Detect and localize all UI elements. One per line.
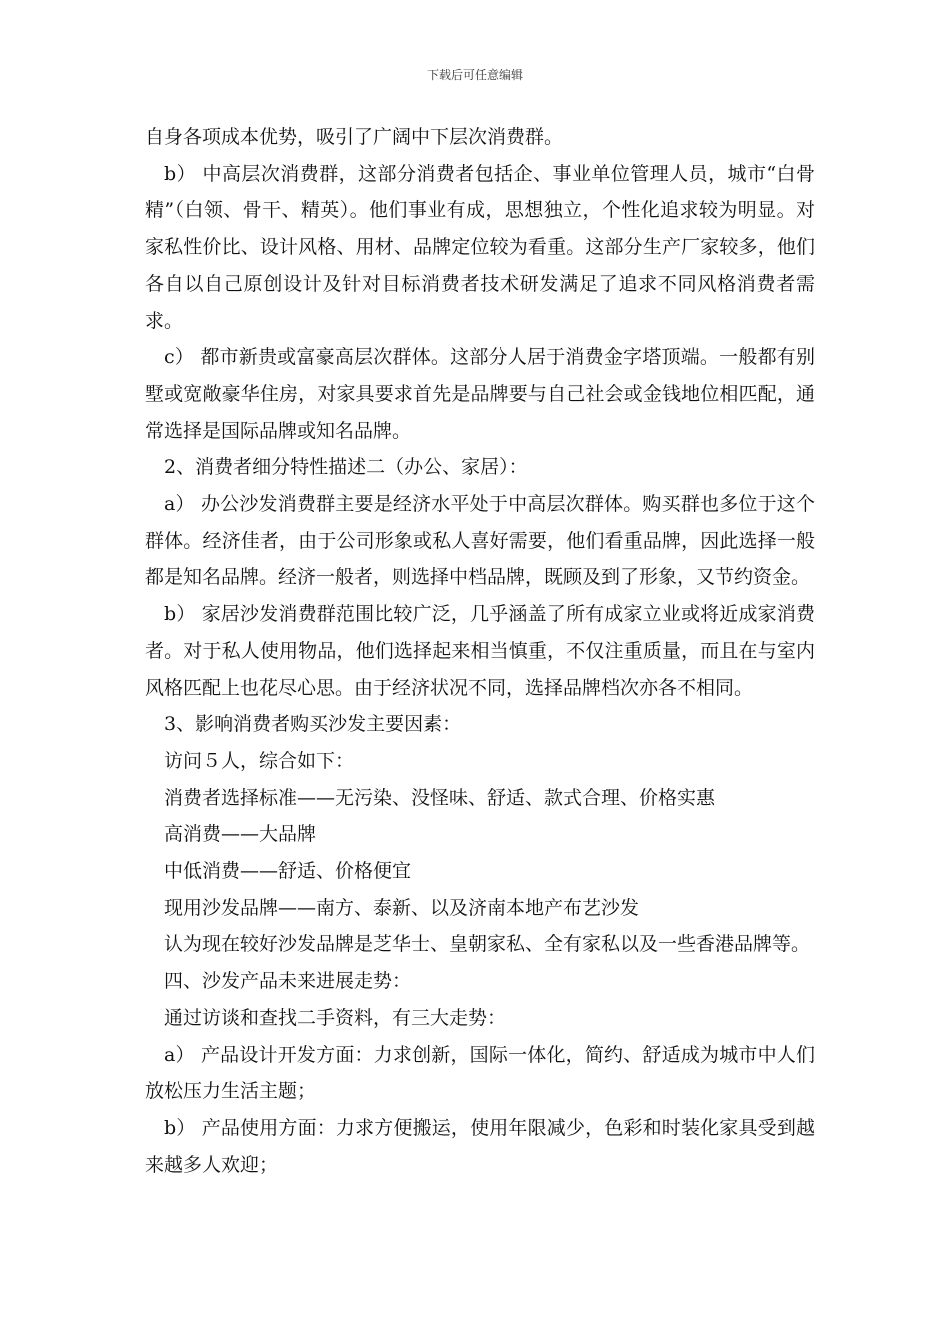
- paragraph-14: 四、沙发产品未来进展走势：: [164, 970, 412, 993]
- document-body: [145, 119, 815, 1183]
- paragraph-4: 2、消费者细分特性描述二（办公、家居）：: [164, 456, 528, 479]
- paragraph-11: 中低消费——舒适、价格便宜: [164, 860, 412, 883]
- paragraph-8: 访问５人，综合如下：: [164, 749, 355, 772]
- paragraph-1: 自身各项成本优势，吸引了广阔中下层次消费群。: [145, 126, 564, 148]
- paragraph-13: 认为现在较好沙发品牌是芝华士、皇朝家私、全有家私以及一些香港品牌等。: [164, 933, 811, 956]
- paragraph-15: 通过访谈和查找二手资料，有三大走势：: [164, 1006, 507, 1029]
- paragraph-17: b） 产品使用方面：力求方便搬运，使用年限减少，色彩和时装化家具受到越来越多人欢迎；: [145, 1116, 815, 1176]
- paragraph-9: 消费者选择标准——无污染、没怪味、舒适、款式合理、价格实惠: [164, 786, 716, 809]
- paragraph-7: 3、影响消费者购买沙发主要因素：: [164, 713, 462, 736]
- paragraph-16: a） 产品设计开发方面：力求创新，国际一体化，简约、舒适成为城市中人们放松压力生活主题；: [145, 1043, 815, 1103]
- paragraph-3: c） 都市新贵或富豪高层次群体。这部分人居于消费金字塔顶端。一般都有别墅或宽敞豪华住房，对家具要求首先是品牌要与自己社会或金钱地位相匹配，通常选择是国际品牌或知名品牌。: [145, 346, 815, 442]
- page-header: 下载后可任意编辑: [426, 68, 523, 82]
- paragraph-2: b） 中高层次消费群，这部分消费者包括企、事业单位管理人员，城市“白骨精”（白领、骨干、精英）。他们事业有成，思想独立，个性化追求较为明显。对家私性价比、设计风格、用材、品牌定位较为看重。这部分生产厂家较多，他们各自以自己原创设计及针对目标消费者技术研发满足了追求不同风格消费者需求。: [145, 162, 815, 332]
- paragraph-10: 高消费——大品牌: [164, 823, 317, 846]
- paragraph-6: b） 家居沙发消费群范围比较广泛，几乎涵盖了所有成家立业或将近成家消费者。对于私人使用物品，他们选择起来相当慎重，不仅注重质量，而且在与室内风格匹配上也花尽心思。由于经济状况不同，选择品牌档次亦各不相同。: [145, 603, 815, 699]
- paragraph-12: 现用沙发品牌——南方、泰新、以及济南本地产布艺沙发: [164, 896, 640, 919]
- paragraph-5: a） 办公沙发消费群主要是经济水平处于中高层次群体。购买群也多位于这个群体。经济佳者，由于公司形象或私人喜好需要，他们看重品牌，因此选择一般都是知名品牌。经济一般者，则选择中档品牌，既顾及到了形象，又节约资金。: [145, 493, 815, 589]
